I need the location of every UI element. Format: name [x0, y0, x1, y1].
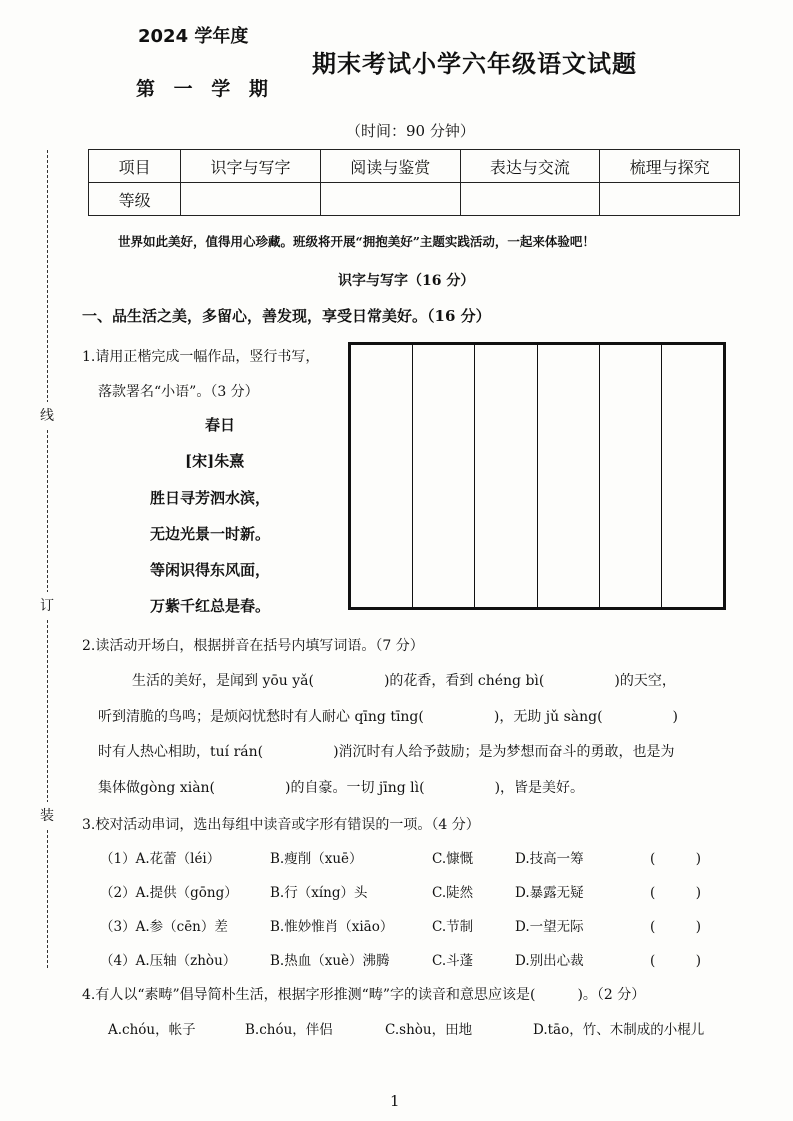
binding-char-bind: 装: [40, 802, 54, 828]
q1-3-option: B.惟妙惟肖（xiāo）: [270, 919, 394, 935]
grade-input-cell[interactable]: [600, 183, 740, 216]
section-heading: 识字与写字（16 分）: [338, 273, 475, 289]
q1-3-option: （1）A.花蕾（léi）: [100, 851, 221, 867]
answer-blank[interactable]: ( ): [650, 953, 702, 969]
grade-input-cell[interactable]: [320, 183, 460, 216]
grade-input-cell[interactable]: [181, 183, 321, 216]
q1-1-line2: 落款署名“小语”。（3 分）: [98, 384, 259, 400]
q1-3-option: C.陡然: [432, 885, 474, 901]
q1-3-option: C.节制: [432, 919, 474, 935]
q1-3-option: D.技高一筹: [515, 851, 584, 867]
grade-cell-expression: 表达与交流: [460, 150, 600, 183]
page-number: 1: [390, 1092, 400, 1110]
grade-input-cell[interactable]: [460, 183, 600, 216]
q1-3-option: B.瘦削（xuē）: [270, 851, 363, 867]
poem-line: 无边光景一时新。: [150, 525, 271, 543]
q1-3-option: D.别出心裁: [515, 953, 584, 969]
grid-column[interactable]: [662, 345, 723, 607]
q1-3-option: B.行（xíng）头: [270, 885, 368, 901]
question-1-heading: 一、品生活之美，多留心，善发现，享受日常美好。（16 分）: [82, 307, 491, 325]
intro-text: 世界如此美好，值得用心珍藏。班级将开展“拥抱美好”主题实践活动，一起来体验吧！: [118, 234, 595, 249]
answer-blank[interactable]: ( ): [650, 851, 702, 867]
grid-column[interactable]: [600, 345, 662, 607]
grade-cell-inquiry: 梳理与探究: [600, 150, 740, 183]
q1-4-option-b: B.chóu，伴侣: [245, 1022, 333, 1038]
grade-table: [88, 149, 740, 216]
answer-blank[interactable]: ( ): [650, 885, 702, 901]
q1-3-option: （4）A.压轴（zhòu）: [100, 953, 237, 969]
exam-title: 期末考试小学六年级语文试题: [312, 50, 637, 78]
q1-2-text-line[interactable]: 听到清脆的鸟鸣；是烦闷忧愁时有人耐心 qīng tīng( )，无助 jǔ sàng( ): [98, 709, 679, 725]
grade-cell-item: 项目: [89, 150, 181, 183]
q1-3-option: C.斗蓬: [432, 953, 474, 969]
q1-2-prompt: 2.读活动开场白，根据拼音在括号内填写词语。（7 分）: [82, 638, 424, 654]
q1-2-text-line[interactable]: 时有人热心相助，tuí rán( )消沉时有人给予鼓励；是为梦想而奋斗的勇敢，也是为: [98, 744, 675, 760]
q1-3-prompt: 3.校对活动串词，选出每组中读音或字形有错误的一项。（4 分）: [82, 817, 480, 833]
q1-2-text-line[interactable]: 集体做gòng xiàn( )的自豪。一切 jīng lì( )，皆是美好。: [98, 780, 585, 796]
grade-table-score-row: [89, 183, 740, 216]
grade-table-header-row: [89, 150, 740, 183]
q1-4-option-a: A.chóu，帐子: [108, 1022, 196, 1038]
q1-2-text-line[interactable]: 生活的美好，是闻到 yōu yǎ( )的花香，看到 chéng bì( )的天空，: [132, 673, 676, 689]
q1-4-prompt: 4.有人以“素畴”倡导简朴生活，根据字形推测“畴”字的读音和意思应该是( )。（2 分）: [82, 987, 646, 1003]
q1-3-option: D.一望无际: [515, 919, 584, 935]
answer-blank[interactable]: ( ): [650, 919, 702, 935]
poem-title: 春日: [205, 416, 236, 434]
calligraphy-writing-grid[interactable]: [348, 342, 726, 610]
grade-cell-level: 等级: [89, 183, 181, 216]
binding-char-order: 订: [40, 592, 54, 618]
q1-4-option-d: D.tāo，竹、木制成的小棍儿: [533, 1022, 705, 1038]
grid-column[interactable]: [538, 345, 600, 607]
grade-cell-reading: 阅读与鉴赏: [320, 150, 460, 183]
poem-line: 万紫千红总是春。: [150, 597, 271, 615]
q1-3-option: B.热血（xuè）沸腾: [270, 953, 390, 969]
q1-3-option: （2）A.提供（gōng）: [100, 885, 238, 901]
binding-char-line: 线: [40, 402, 54, 428]
q1-3-option: （3）A.参（cēn）差: [100, 919, 228, 935]
q1-1-line1: 1.请用正楷完成一幅作品，竖行书写，: [82, 349, 320, 365]
school-year: 2024 学年度: [138, 26, 249, 47]
exam-time: （时间：90 分钟）: [346, 122, 475, 140]
binding-line: [47, 150, 48, 968]
grade-cell-literacy: 识字与写字: [181, 150, 321, 183]
poem-author: [宋]朱熹: [185, 452, 245, 470]
grid-column[interactable]: [475, 345, 537, 607]
grid-column[interactable]: [413, 345, 475, 607]
q1-3-option: D.暴露无疑: [515, 885, 584, 901]
q1-3-option: C.慷慨: [432, 851, 474, 867]
q1-4-option-c: C.shòu，田地: [385, 1022, 473, 1038]
semester: 第 一 学 期: [136, 78, 274, 100]
poem-line: 胜日寻芳泗水滨，: [150, 489, 271, 507]
poem-line: 等闲识得东风面，: [150, 561, 271, 579]
grid-column[interactable]: [351, 345, 413, 607]
